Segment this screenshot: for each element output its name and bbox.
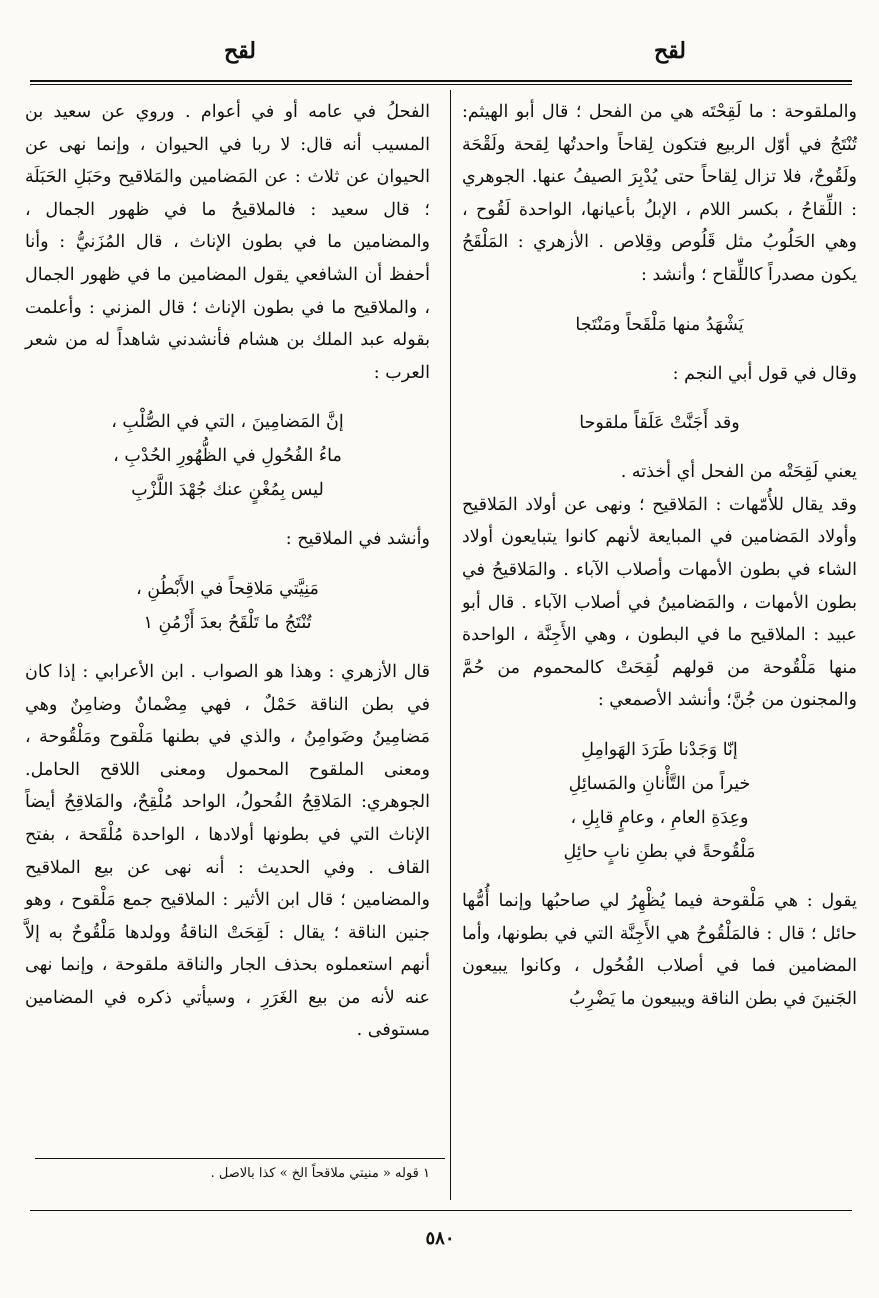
right-column (462, 96, 857, 1015)
right-paragraph-1: والملقوحة : ما لَقِحْتَه هي من الفحل ؛ قال أبو الهيثم: تُنْتَجُ في أوّل الربيع فتكون لِقاحاً واحدتُها لِقحة ولَقْحَة ولَقُوحٌ، فلا تزال لِقاحاً حتى يُدْبِرَ الصيفُ عنها. الجوهري : اللِّقاحُ ، بكسر اللام ، الإبلُ بأعيانها، الواحدة لَقُوح ، وهي الحَلُوبُ مثل قَلُوص وقِلاص . الأزهري : المَلْقَحُ يكون مصدراً كاللِّقاح ؛ وأنشد : (462, 102, 857, 285)
verse-line: مَلْقُوحةً في بطنِ نابٍ حائِلِ (563, 841, 756, 862)
left-paragraph-2: وأنشد في الملاقيح : (285, 529, 430, 550)
column-divider (450, 90, 451, 1200)
verse-line: خيراً من التَّأْنانِ والمَسائِلِ (568, 773, 751, 794)
top-rule-thin (30, 84, 852, 85)
left-column (25, 96, 430, 1047)
verse-line: إنَّ المَضامِينَ ، التي في الصُّلْبِ ، (111, 412, 344, 433)
right-verse-1 (462, 308, 857, 342)
page-number: ٥٨٠ (425, 1228, 455, 1249)
bottom-rule (30, 1210, 852, 1211)
verse-line: وعِدَةِ العامِ ، وعامٍ قابِلِ ، (570, 807, 749, 828)
verse-line: ليس بِمُغْنٍ عنك جُهْدَ اللَّزْبِ (131, 480, 324, 501)
verse-line: وقد أَجَنَّتْ عَلَقاً ملقوحا (579, 413, 740, 434)
right-paragraph-5: يقول : هي مَلْقوحة فيما يُظْهِرُ لي صاحبُها وإنما أُمُّها حائل ؛ قال : فالمَلْقُوحُ هي الأَجِنَّة التي في بطونها، وأما المضامين فما في أصلاب الفُحُول ، وكانوا يبيعون الجَنينَ في بطن الناقة ويبيعون ما يَضْرِبُ (462, 890, 857, 1009)
verse-line: ماءُ الفُحُولِ في الظُّهُورِ الحُدْبِ ، (113, 446, 342, 467)
right-verse-2 (462, 406, 857, 440)
header-right-word: لقح (653, 38, 687, 64)
verse-line: تُنْتَجُ ما تَلْقَحُ بعدَ أَزْمُنِ ١ (143, 612, 312, 633)
left-verse-2 (25, 572, 430, 640)
top-rule (30, 80, 852, 82)
right-paragraph-3: يعني لَقِحَتْه من الفحل أي أخذته . (620, 462, 857, 483)
right-verse-3 (462, 733, 857, 869)
footnote-rule (35, 1158, 445, 1159)
verse-line: مَنِيَّتي مَلاقِحاً في الأَبْطُنِ ، (136, 578, 319, 599)
left-verse-1 (25, 405, 430, 507)
right-paragraph-2: وقال في قول أبي النجم : (672, 363, 857, 384)
left-paragraph-1: الفحلُ في عامه أو في أعوام . وروي عن سعيد بن المسيب أنه قال: لا ربا في الحيوان ، وإنما نهى عن الحيوان عن ثلاث : عن المَضامين والمَلاقيح وحَبَلِ الحَبَلَة ؛ قال سعيد : فالملاقيحُ ما في ظهور الجمال ، والمضامين ما في بطون الإناث ، قال المُزَنيُّ : وأنا أحفظ أن الشافعي يقول المضامين ما في ظهور الجمال ، والملاقيح ما في بطون الإناث ؛ قال المزني : وأعلمت بقوله عبد الملك بن هشام فأنشدني شاهداً له من شعر العرب : (25, 102, 430, 383)
left-paragraph-3: قال الأزهري : وهذا هو الصواب . ابن الأعرابي : إذا كان في بطن الناقة حَمْلٌ ، فهي مِضْمانٌ وضامِنٌ وهي مَضامِينُ وضَوامِنُ ، والذي في بطنها مَلْقوح ومَلْقُوحة ، ومعنى الملقوح المحمول ومعنى اللاقح الحامل. الجوهري: المَلاقِحُ الفُحولُ، الواحد مُلْقِحٌ، والمَلاقِحُ أيضاً الإناث التي في بطونها أولادها ، الواحدة مُلْقَحة ، بفتح القاف . وفي الحديث : أنه نهى عن بيع الملاقيح والمضامين ؛ قال ابن الأثير : الملاقيح جمع مَلْقوح ، وهو جنين الناقة ؛ يقال : لَقِحَتْ الناقةُ وولدها مَلْقُوحٌ به إلاَّ أنهم استعملوه بحذف الجار والناقة ملقوحة ، وإنما نهى عنه لأنه من بيع الغَرَرِ ، وسيأتي ذكره في المضامين مستوفى . (25, 661, 430, 1041)
right-paragraph-4: وقد يقال للأُمّهات : المَلاقيح ؛ ونهى عن أولاد المَلاقيح وأولاد المَضامين في المبايعة لأنهم كانوا يتبايعون أولاد الشاء في بطون الأمهات وأصلاب الآباء . والمَلاقيحُ في بطون الأمهات ، والمَضامينُ في أصلاب الآباء . قال أبو عبيد : الملاقيح ما في البطون ، وهي الأَجِنَّة ، الواحدة منها مَلْقُوحة من قولهم لُقِحَتْ كالمحموم من حُمَّ والمجنون من جُنَّ؛ وأنشد الأصمعي : (462, 494, 857, 711)
footnote: ١ قوله « منيتي ملاقحاً الخ » كذا بالاصل . (210, 1166, 430, 1181)
header-left-word: لقح (223, 38, 257, 64)
verse-line: يَشْهَدُ منها مَلْقَحاً ومَنْتَجا (575, 314, 744, 335)
verse-line: إنّا وَجَدْنا طَرَدَ الهَوامِلِ (581, 739, 738, 760)
